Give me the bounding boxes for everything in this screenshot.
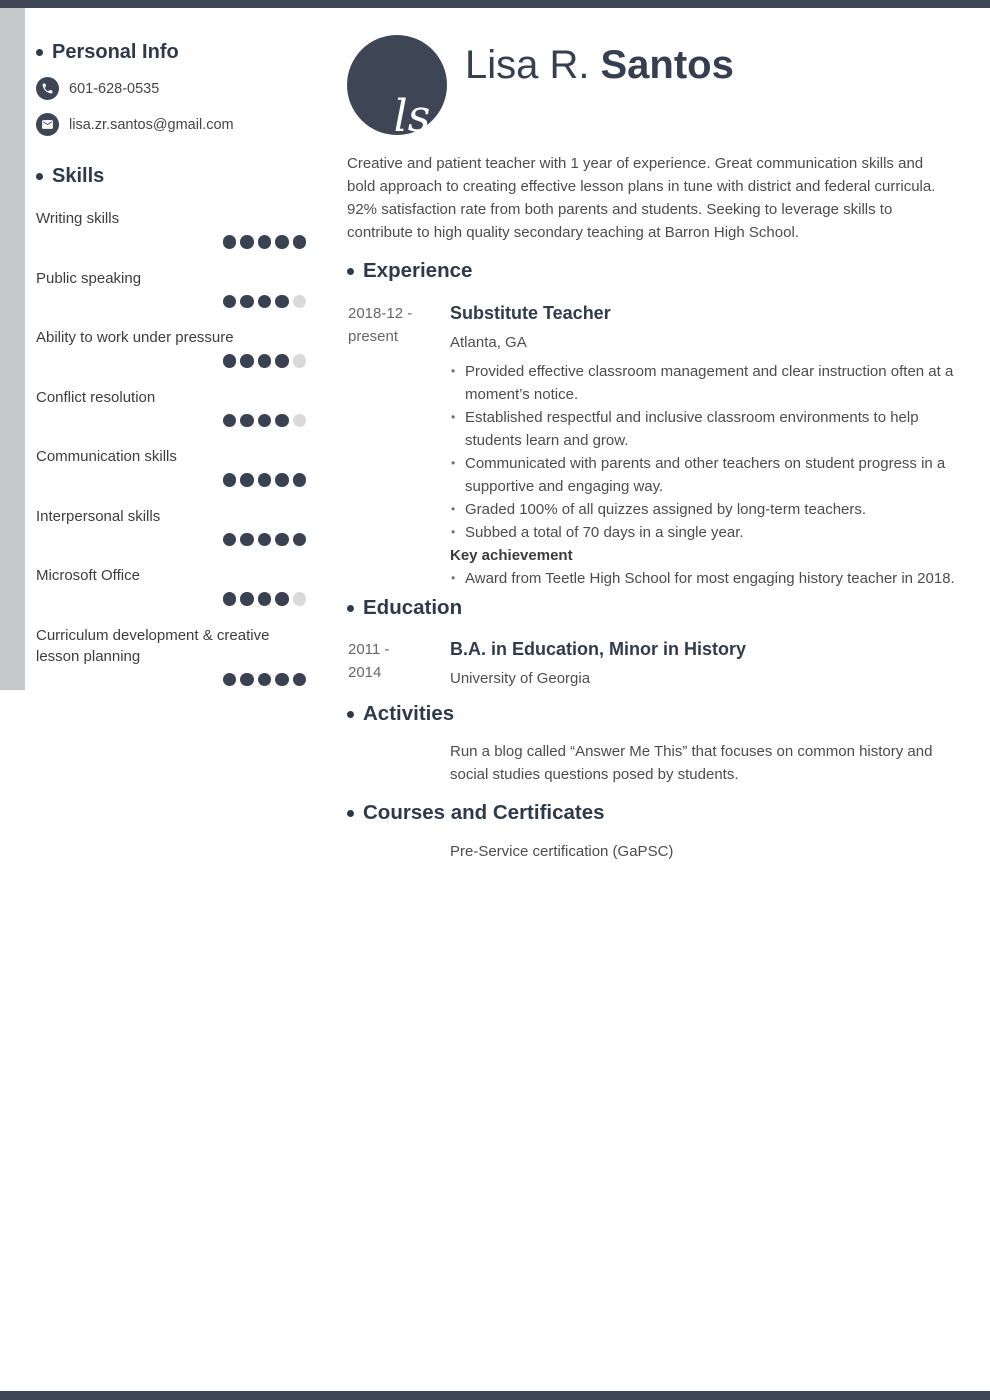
sidebar — [36, 40, 312, 705]
skills-list — [36, 208, 312, 686]
skill-dot — [258, 473, 272, 487]
skill-dot — [240, 295, 254, 309]
summary-paragraph: Creative and patient teacher with 1 year of experience. Great communication skills and bold approach to creating effective lesson plans in tune with district and federal curricula. 92% satisfaction rate from both parents and students. Seeking to leverage skills to contribute to high quality secondary teaching at Barron High School. — [347, 155, 936, 241]
skill-dot — [258, 592, 272, 606]
skill-dot — [275, 295, 289, 309]
skill-dot — [223, 592, 237, 606]
email-row — [36, 113, 312, 136]
courses-text: Pre-Service certification (GaPSC) — [450, 843, 674, 860]
skill-label: Conflict resolution — [36, 388, 156, 406]
bullet-dot-icon — [347, 711, 354, 718]
bottom-accent-bar — [0, 1391, 990, 1400]
bullet-dot-icon — [36, 49, 43, 56]
skill-dot — [275, 414, 289, 428]
skill-dot — [275, 473, 289, 487]
skill-rating — [36, 295, 306, 309]
phone-icon — [36, 77, 59, 100]
skill-item — [36, 625, 312, 687]
experience-date-start: 2018-12 - — [348, 305, 413, 322]
skill-dot — [258, 533, 272, 547]
skill-rating — [36, 354, 306, 368]
avatar — [347, 35, 447, 142]
education-date-end: 2014 — [348, 664, 382, 681]
skill-item — [36, 446, 312, 487]
skill-dot — [293, 592, 307, 606]
skill-dot — [275, 235, 289, 249]
name-last: Santos — [600, 43, 734, 87]
experience-title: Experience — [363, 259, 473, 282]
skill-dot — [293, 533, 307, 547]
skill-rating — [36, 592, 306, 606]
education-title: Education — [363, 596, 463, 619]
skill-dot — [223, 473, 237, 487]
skill-dot — [293, 473, 307, 487]
bullet-dot-icon — [36, 173, 43, 180]
degree-title: B.A. in Education, Minor in History — [450, 639, 747, 659]
bullet-item: • Established respectful and inclusive classroom environments to help students learn and grow. — [450, 406, 955, 452]
education-header — [347, 595, 462, 621]
skills-title: Skills — [52, 165, 105, 187]
skill-dot — [275, 673, 289, 687]
skill-dot — [223, 295, 237, 309]
email-icon — [36, 113, 59, 136]
skill-dot — [240, 473, 254, 487]
education-dates — [348, 638, 444, 684]
skill-label: Microsoft Office — [36, 567, 140, 584]
job-title: Substitute Teacher — [450, 303, 611, 323]
school-name: University of Georgia — [450, 670, 591, 687]
skill-dot — [258, 414, 272, 428]
skill-dot — [258, 295, 272, 309]
skill-dot — [240, 354, 254, 368]
bullet-dot-icon — [347, 605, 354, 612]
activities-header — [347, 701, 454, 727]
skill-dot — [293, 354, 307, 368]
skill-dot — [223, 235, 237, 249]
bullet-dot-icon — [347, 810, 354, 817]
bullet-dot-icon — [347, 268, 354, 275]
experience-bullet-list — [450, 360, 955, 544]
phone-row — [36, 77, 312, 100]
email-address: lisa.zr.santos@gmail.com — [69, 116, 234, 133]
key-achievement-label: Key achievement — [450, 547, 573, 564]
skill-item — [36, 208, 312, 249]
skill-dot — [240, 235, 254, 249]
skill-dot — [293, 673, 307, 687]
skill-dot — [223, 354, 237, 368]
skill-item — [36, 565, 312, 606]
skill-dot — [293, 235, 307, 249]
personal-info-header — [36, 40, 312, 64]
skill-label: Ability to work under pressure — [36, 329, 234, 346]
top-accent-bar — [0, 0, 990, 8]
skill-dot — [293, 414, 307, 428]
courses-header — [347, 800, 605, 826]
experience-dates — [348, 302, 444, 348]
skill-dot — [240, 414, 254, 428]
skill-dot — [223, 673, 237, 687]
skill-dot — [275, 592, 289, 606]
skill-rating — [36, 414, 306, 428]
education-entry — [450, 637, 955, 689]
skill-item — [36, 268, 312, 309]
personal-info-title: Personal Info — [52, 41, 179, 63]
skill-rating — [36, 235, 306, 249]
skill-dot — [258, 673, 272, 687]
skill-rating — [36, 473, 306, 487]
skill-item — [36, 506, 312, 547]
skill-dot — [240, 673, 254, 687]
activities-text: Run a blog called “Answer Me This” that focuses on common history and social studies questions posed by students. — [450, 743, 933, 783]
skill-item — [36, 327, 312, 368]
bullet-item: • Communicated with parents and other teachers on student progress in a supportive and engaging way. — [450, 452, 955, 498]
education-date-start: 2011 - — [348, 641, 390, 658]
courses-title: Courses and Certificates — [363, 801, 605, 824]
skill-item — [36, 387, 312, 428]
bullet-item: • Subbed a total of 70 days in a single year. — [450, 521, 955, 544]
job-location: Atlanta, GA — [450, 334, 527, 351]
skill-dot — [223, 533, 237, 547]
skill-label: Communication skills — [36, 448, 177, 465]
experience-entry — [450, 301, 955, 590]
skill-label: Curriculum development & creative lesson planning — [36, 626, 270, 665]
skill-dot — [240, 592, 254, 606]
experience-header — [347, 258, 472, 284]
bullet-item: • Award from Teetle High School for most engaging history teacher in 2018. — [450, 567, 955, 590]
phone-number: 601-628-0535 — [69, 80, 160, 97]
skill-label: Interpersonal skills — [36, 507, 161, 525]
skill-label: Public speaking — [36, 269, 142, 287]
bullet-item: • Provided effective classroom management and clear instruction often at a moment’s notice. — [450, 360, 955, 406]
skill-dot — [293, 295, 307, 309]
skills-header — [36, 164, 312, 188]
avatar-initials: ls — [393, 91, 431, 142]
key-achievement-list — [450, 567, 955, 590]
page-title — [465, 41, 734, 89]
skill-rating — [36, 673, 306, 687]
skill-dot — [275, 533, 289, 547]
skill-dot — [258, 354, 272, 368]
skill-dot — [275, 354, 289, 368]
left-edge-band — [0, 8, 25, 690]
skill-dot — [240, 533, 254, 547]
experience-date-end: present — [348, 328, 399, 345]
skill-dot — [258, 235, 272, 249]
skill-dot — [223, 414, 237, 428]
activities-title: Activities — [363, 702, 455, 725]
skill-label: Writing skills — [36, 210, 120, 227]
bullet-item: • Graded 100% of all quizzes assigned by long-term teachers. — [450, 498, 955, 521]
name-first: Lisa R. — [465, 43, 590, 87]
skill-rating — [36, 533, 306, 547]
